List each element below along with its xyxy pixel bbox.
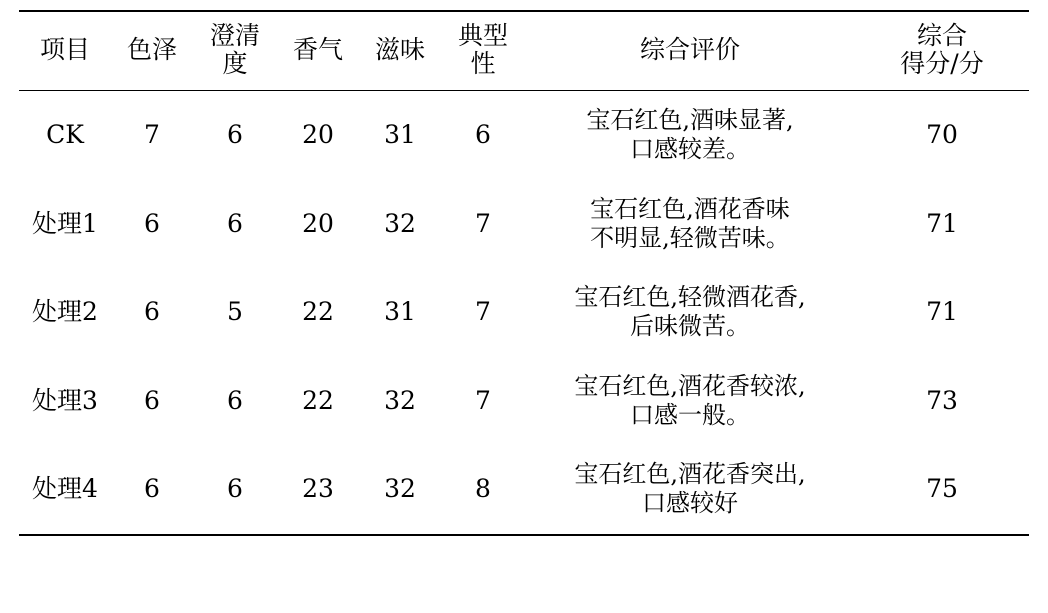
cell-taste: 31 [384,297,416,327]
cell-evaluation [525,357,855,446]
cell-color: 6 [144,474,160,504]
table-header [19,11,1029,91]
cell-evaluation-line-2: 口感较好 [642,489,738,518]
cell-score: 71 [926,297,958,327]
cell-clarity: 6 [227,474,243,504]
cell-score: 70 [926,120,958,150]
cell-item: 处理3 [32,385,98,415]
cell-evaluation [525,268,855,357]
cell-color: 6 [144,297,160,327]
cell-color: 6 [144,385,160,415]
column-header-evaluation [525,11,855,91]
cell-taste: 32 [384,474,416,504]
table-row [19,91,1029,180]
cell-aroma: 20 [302,208,334,238]
table-row [19,445,1029,535]
cell-clarity: 5 [227,297,243,327]
column-header-color-line-1: 色泽 [126,35,177,64]
cell-score: 75 [926,474,958,504]
column-header-evaluation-line-1: 综合评价 [639,35,740,64]
column-header-typicality-line-2: 性 [470,49,496,78]
cell-evaluation-line-1: 宝石红色,酒味显著, [586,106,794,134]
cell-evaluation-line-2: 后味微苦。 [630,312,750,341]
cell-evaluation-line-2: 口感一般。 [630,400,750,429]
cell-item: 处理1 [32,208,98,238]
column-header-typicality-line-1: 典型 [457,21,508,50]
table-row [19,180,1029,269]
cell-taste: 32 [384,385,416,415]
cell-typicality: 7 [475,385,491,415]
column-header-clarity-line-2: 度 [222,49,248,78]
cell-evaluation-line-1: 宝石红色,酒花香味 [590,194,790,223]
cell-typicality: 7 [475,208,491,238]
column-header-typicality [441,11,525,91]
cell-taste: 31 [384,120,416,150]
cell-aroma: 23 [302,474,334,504]
cell-clarity: 6 [227,385,243,415]
column-header-aroma [277,11,359,91]
cell-typicality: 6 [475,120,491,150]
column-header-score [855,11,1029,91]
cell-item: 处理2 [32,297,98,327]
cell-evaluation-line-1: 宝石红色,酒花香突出, [574,460,806,489]
cell-clarity: 6 [227,120,243,150]
column-header-score-line-2: 得分/分 [900,49,984,78]
cell-evaluation [525,180,855,269]
cell-clarity: 6 [227,208,243,238]
cell-aroma: 22 [302,385,334,415]
cell-evaluation-line-1: 宝石红色,轻微酒花香, [574,283,806,312]
table-row [19,268,1029,357]
column-header-item [19,11,111,91]
column-header-taste [359,11,441,91]
cell-typicality: 8 [475,474,491,504]
column-header-aroma-line-1: 香气 [292,35,343,64]
cell-aroma: 22 [302,297,334,327]
cell-typicality: 7 [475,297,491,327]
cell-item: 处理4 [32,474,98,504]
column-header-taste-line-1: 滋味 [374,35,425,64]
column-header-color [111,11,193,91]
cell-evaluation-line-2: 口感较差。 [630,135,750,164]
cell-color: 6 [144,208,160,238]
column-header-score-line-1: 综合 [916,21,967,50]
cell-aroma: 20 [302,120,334,150]
cell-color: 7 [144,120,160,150]
cell-score: 73 [926,385,958,415]
column-header-clarity-line-1: 澄清 [209,21,260,50]
table-body [19,91,1029,535]
cell-taste: 32 [384,208,416,238]
cell-evaluation [525,445,855,535]
cell-evaluation [525,91,855,180]
column-header-item-line-1: 项目 [39,35,90,64]
column-header-clarity [193,11,277,91]
table-row [19,357,1029,446]
table-header-row [19,11,1029,91]
sensory-evaluation-table [19,10,1029,536]
document-page [0,10,1048,613]
cell-item: CK [46,120,84,150]
cell-score: 71 [926,208,958,238]
cell-evaluation-line-1: 宝石红色,酒花香较浓, [574,371,806,400]
cell-evaluation-line-2: 不明显,轻微苦味。 [590,223,790,252]
